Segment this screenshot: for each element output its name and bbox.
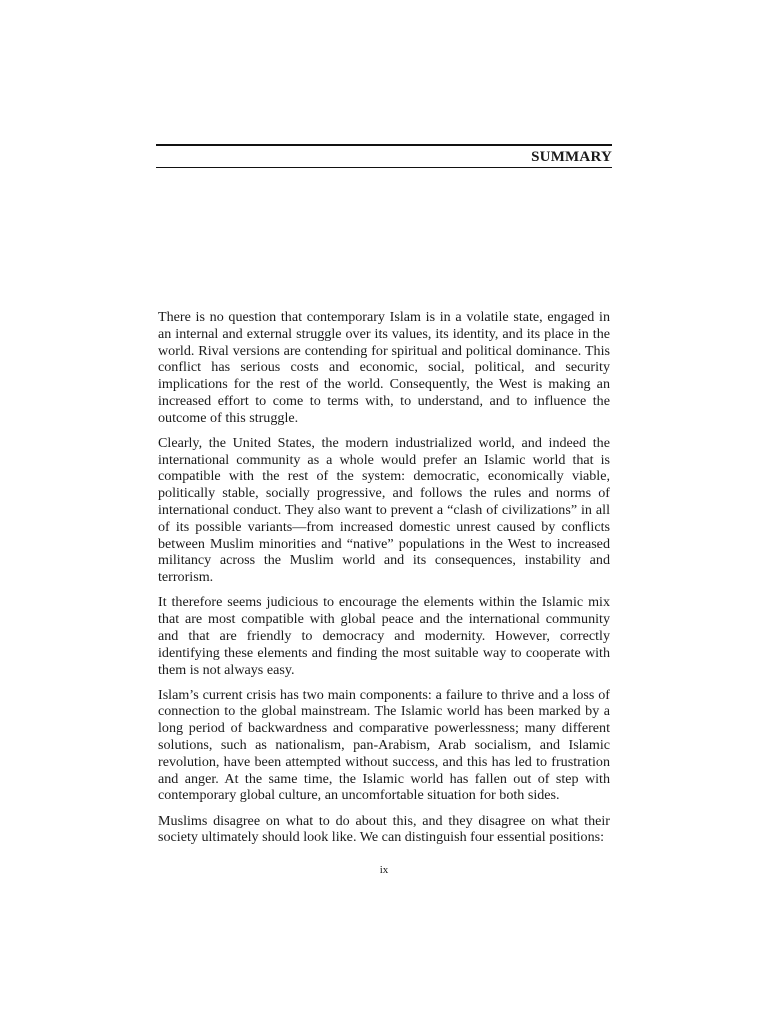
chapter-title: SUMMARY <box>531 149 612 165</box>
paragraph: There is no question that contemporary Islam is in a volatile state, engaged in an internal and external struggle over its values, its identity, and its place in the world. Rival versions are contending for spiritual and political dominance. This conflict has serious costs and economic, social, political, and security implications for the rest of the world. Consequently, the West is making an increased effort to come to terms with, to understand, and to influence the outcome of this struggle. <box>158 309 610 426</box>
summary-body <box>158 309 610 854</box>
paragraph: Clearly, the United States, the modern industrialized world, and indeed the international community as a whole would prefer an Islamic world that is compatible with the rest of the system: democratic, economically viable, politically stable, socially progressive, and follows the rules and norms of international conduct. They also want to prevent a “clash of civilizations” in all of its possible variants—from increased domestic unrest caused by conflicts between Muslim minorities and “native” populations in the West to increased militancy across the Muslim world and its consequences, instability and terrorism. <box>158 434 610 586</box>
paragraph: Islam’s current crisis has two main components: a failure to thrive and a loss of connection to the global mainstream. The Islamic world has been marked by a long period of backwardness and comparative powerlessness; many different solutions, such as nationalism, pan-Arabism, Arab socialism, and Islamic revolution, have been attempted without success, and this has led to frustration and anger. At the same time, the Islamic world has fallen out of step with contemporary global culture, an uncomfortable situation for both sides. <box>158 686 610 804</box>
paragraph: It therefore seems judicious to encourage the elements within the Islamic mix that are most compatible with global peace and the international community and that are friendly to democracy and modernity. However, correctly identifying these elements and finding the most suitable way to cooperate with them is not always easy. <box>158 594 610 678</box>
header-bottom-rule <box>156 167 612 168</box>
page-number: ix <box>379 864 389 876</box>
chapter-header <box>156 144 612 168</box>
paragraph: Muslims disagree on what to do about this, and they disagree on what their society ultimately should look like. We can distinguish four essential positions: <box>158 812 610 846</box>
